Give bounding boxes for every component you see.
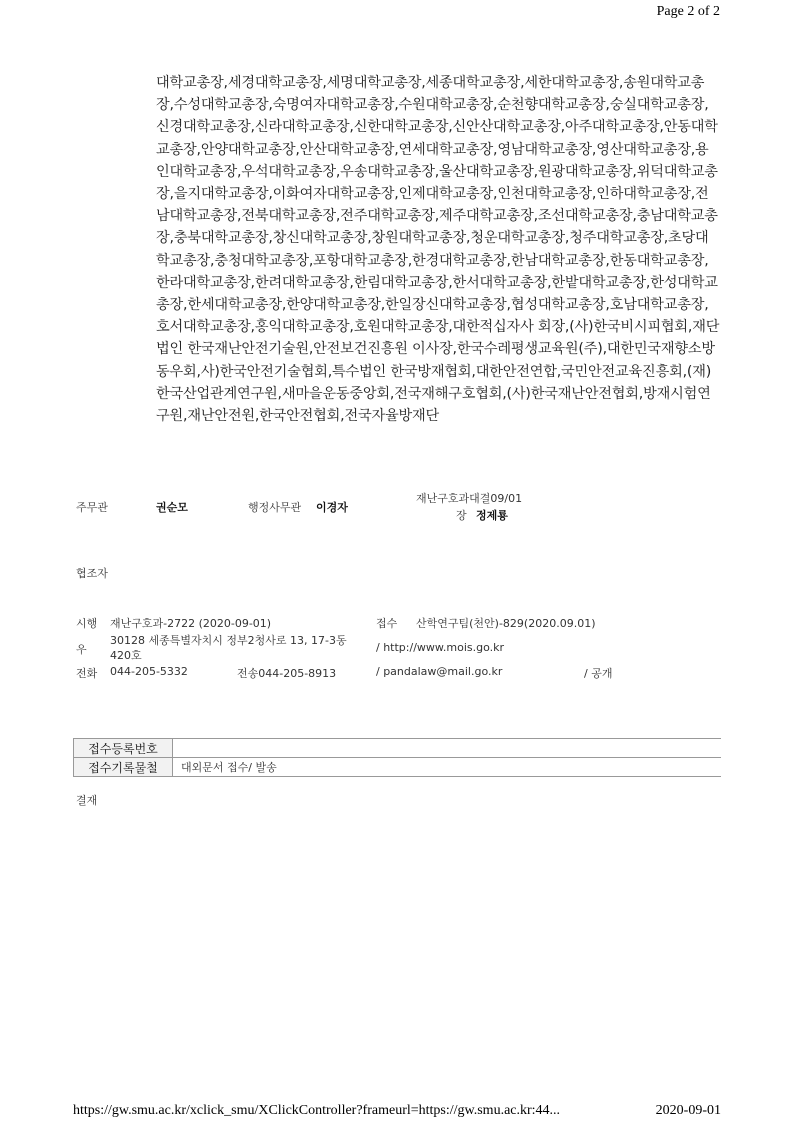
admin-officer-name: 이경자: [316, 501, 348, 514]
receipt-number: 산학연구팀(천안)-829(2020.09.01): [416, 617, 596, 630]
address-line2: 420호: [110, 649, 142, 662]
approval-label: 결재: [76, 794, 98, 807]
registration-number-value: [173, 739, 722, 758]
approver-delegation: 재난구호과대결09/01: [416, 492, 523, 505]
enforcement-number: 재난구호과-2722 (2020-09-01): [110, 617, 272, 630]
receipt-label: 접수: [376, 617, 398, 630]
table-row: [74, 758, 722, 777]
page-footer: [73, 1103, 721, 1119]
main-officer-label: 주무관: [76, 501, 108, 514]
fax-number: 전송044-205-8913: [237, 667, 337, 680]
print-date: 2020-09-01: [655, 1103, 721, 1118]
postal-label: 우: [76, 643, 87, 656]
homepage-link[interactable]: / http://www.mois.go.kr: [376, 641, 505, 654]
registration-number-label: 접수등록번호: [74, 739, 173, 758]
enforcement-label: 시행: [76, 617, 98, 630]
disclosure-status: / 공개: [584, 667, 613, 680]
admin-officer-label: 행정사무관: [248, 501, 302, 514]
recipients-list: 대학교총장,세경대학교총장,세명대학교총장,세종대학교총장,세한대학교총장,송원대학교총장,수성대학교총장,숙명여자대학교총장,수원대학교총장,순천향대학교총장,숭실대학교총장,신경대학교총장,신라대학교총장,신한대학교총장,신안산대학교총장,아주대학교총장,안동대학교총장,안양대학교총장,안산대학교총장,연세대학교총장,영남대학교총장,영산대학교총장,용인대학교총장,우석대학교총장,우송대학교총장,울산대학교총장,원광대학교총장,위덕대학교총장,을지대학교총장,이화여자대학교총장,인제대학교총장,인천대학교총장,인하대학교총장,전남대학교총장,전북대학교총장,전주대학교총장,제주대학교총장,조선대학교총장,충남대학교총장,충북대학교총장,창신대학교총장,창원대학교총장,청운대학교총장,청주대학교총장,초당대학교총장,충청대학교총장,포항대학교총장,한경대학교총장,한남대학교총장,한동대학교총장,한라대학교총장,한려대학교총장,한림대학교총장,한서대학교총장,한밭대학교총장,한성대학교총장,한세대학교총장,한양대학교총장,한일장신대학교총장,협성대학교총장,호남대학교총장,호서대학교총장,홍익대학교총장,호원대학교총장,대한적십자사 회장,(사)한국비시피협회,재단법인 한국재난안전기술원,안전보건진흥원 이사장,한국수레평생교육원(주),대한민국재향소방동우회,사)한국안전기술협회,특수법인 한국방재협회,대한안전연합,국민안전교육진흥회,(재)한국산업관계연구원,새마을운동중앙회,전국재해구호협회,(사)한국재난안전협회,방재시험연구원,재난안전원,한국안전협회,전국자율방재단: [156, 75, 720, 425]
address-line1: 30128 세종특별자치시 정부2청사로 13, 17-3동: [110, 634, 347, 647]
table-row: [74, 739, 722, 758]
source-url[interactable]: https://gw.smu.ac.kr/xclick_smu/XClickController?frameurl=https://gw.smu.ac.kr:44...: [73, 1103, 561, 1118]
approver-name: 정제룡: [476, 509, 508, 522]
approver-title: 장: [456, 509, 467, 522]
page-indicator: Page 2 of 2: [656, 4, 720, 19]
registration-table: [73, 738, 721, 777]
main-officer-name: 권순모: [156, 501, 188, 514]
email-link[interactable]: / pandalaw@mail.go.kr: [376, 665, 503, 678]
cooperator-label: 협조자: [76, 567, 108, 580]
record-file-label: 접수기록물철: [74, 758, 173, 777]
phone-number: 044-205-5332: [110, 665, 188, 678]
phone-label: 전화: [76, 667, 98, 680]
record-file-value: 대외문서 접수/ 발송: [173, 758, 722, 777]
